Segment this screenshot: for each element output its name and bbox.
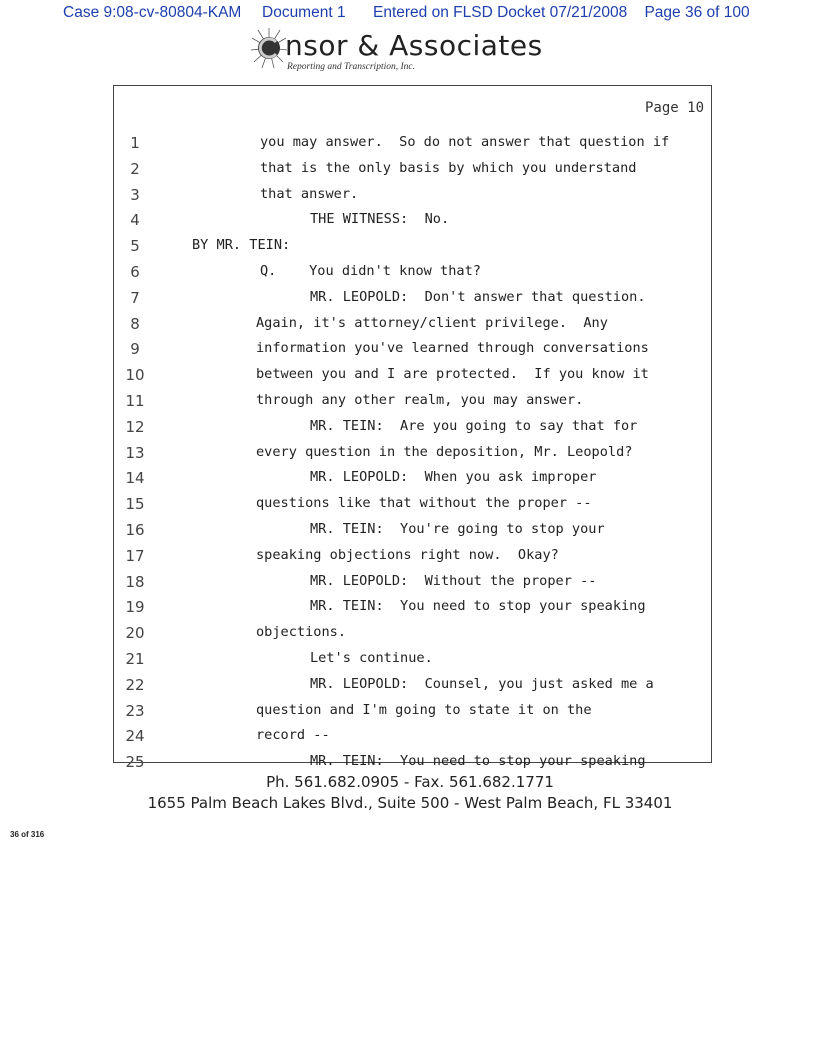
line-number: 4 [130, 211, 140, 230]
line-text: MR. LEOPOLD: Don't answer that question. [310, 288, 646, 305]
line-text: objections. [256, 624, 347, 641]
line-number: 23 [125, 701, 145, 720]
footer-address: 1655 Palm Beach Lakes Blvd., Suite 500 - West Palm Beach, FL 33401 [147, 794, 673, 812]
line-text: that is the only basis by which you understand [260, 159, 637, 176]
page-count: 36 of 316 [10, 830, 45, 839]
page-of-text: Page 36 of 100 [644, 4, 750, 21]
line-text: MR. TEIN: You need to stop your speaking [310, 753, 646, 770]
line-number: 24 [125, 727, 145, 746]
line-number: 25 [125, 753, 145, 772]
line-number: 18 [125, 572, 145, 591]
line-text: MR. TEIN: You're going to stop your [310, 521, 605, 537]
line-text: BY MR. TEIN: [192, 237, 291, 254]
entered-text: Entered on FLSD Docket 07/21/2008 [373, 4, 628, 21]
line-number: 11 [125, 392, 145, 410]
censor-logo-icon [250, 26, 288, 70]
company-subtitle: Reporting and Transcription, Inc. [287, 62, 415, 72]
line-number: 13 [125, 443, 145, 462]
line-number: 2 [130, 159, 140, 178]
case-number: Case 9:08-cv-80804-KAM [63, 4, 242, 21]
transcript-page-label: Page 10 [645, 100, 705, 116]
line-number: 12 [125, 417, 145, 436]
line-text: questions like that without the proper -- [256, 495, 592, 512]
line-number: 5 [130, 237, 140, 256]
docket-entry [373, 4, 750, 22]
line-text: MR. TEIN: You need to stop your speaking [310, 598, 646, 615]
line-text: Q. You didn't know that? [260, 263, 481, 279]
line-text: information you've learned through conversations [256, 340, 649, 357]
line-text: MR. TEIN: Are you going to say that for [310, 417, 638, 434]
company-name: nsor & Associates [285, 29, 543, 62]
line-number: 22 [125, 675, 145, 694]
line-number: 8 [130, 314, 140, 333]
line-number: 6 [130, 263, 140, 281]
line-text: that answer. [260, 185, 359, 202]
line-number: 16 [125, 521, 145, 539]
line-number: 7 [130, 288, 140, 307]
document-label: Document 1 [262, 4, 346, 21]
line-text: THE WITNESS: No. [310, 211, 450, 228]
line-number: 21 [125, 650, 145, 668]
line-number: 19 [125, 598, 145, 617]
line-number: 17 [125, 546, 145, 565]
line-number: 3 [130, 185, 140, 204]
line-number: 9 [130, 340, 140, 359]
line-text: MR. LEOPOLD: When you ask improper [310, 469, 597, 486]
line-text: through any other realm, you may answer. [256, 392, 584, 408]
line-text: between you and I are protected. If you know it [256, 366, 649, 383]
line-text: you may answer. So do not answer that question if [260, 134, 670, 150]
line-text: MR. LEOPOLD: Without the proper -- [310, 572, 597, 589]
line-text: every question in the deposition, Mr. Leopold? [256, 443, 633, 460]
line-text: record -- [256, 727, 330, 744]
line-text: Let's continue. [310, 650, 433, 666]
footer-phone: Ph. 561.682.0905 - Fax. 561.682.1771 [266, 773, 554, 791]
line-text: MR. LEOPOLD: Counsel, you just asked me a [310, 675, 654, 692]
line-number: 10 [125, 366, 145, 385]
line-number: 20 [125, 624, 145, 643]
line-text: speaking objections right now. Okay? [256, 546, 559, 563]
line-number: 15 [125, 495, 145, 514]
line-text: Again, it's attorney/client privilege. Any [256, 314, 608, 331]
line-text: question and I'm going to state it on the [256, 701, 592, 718]
line-number: 14 [125, 469, 145, 488]
line-number: 1 [130, 134, 140, 152]
